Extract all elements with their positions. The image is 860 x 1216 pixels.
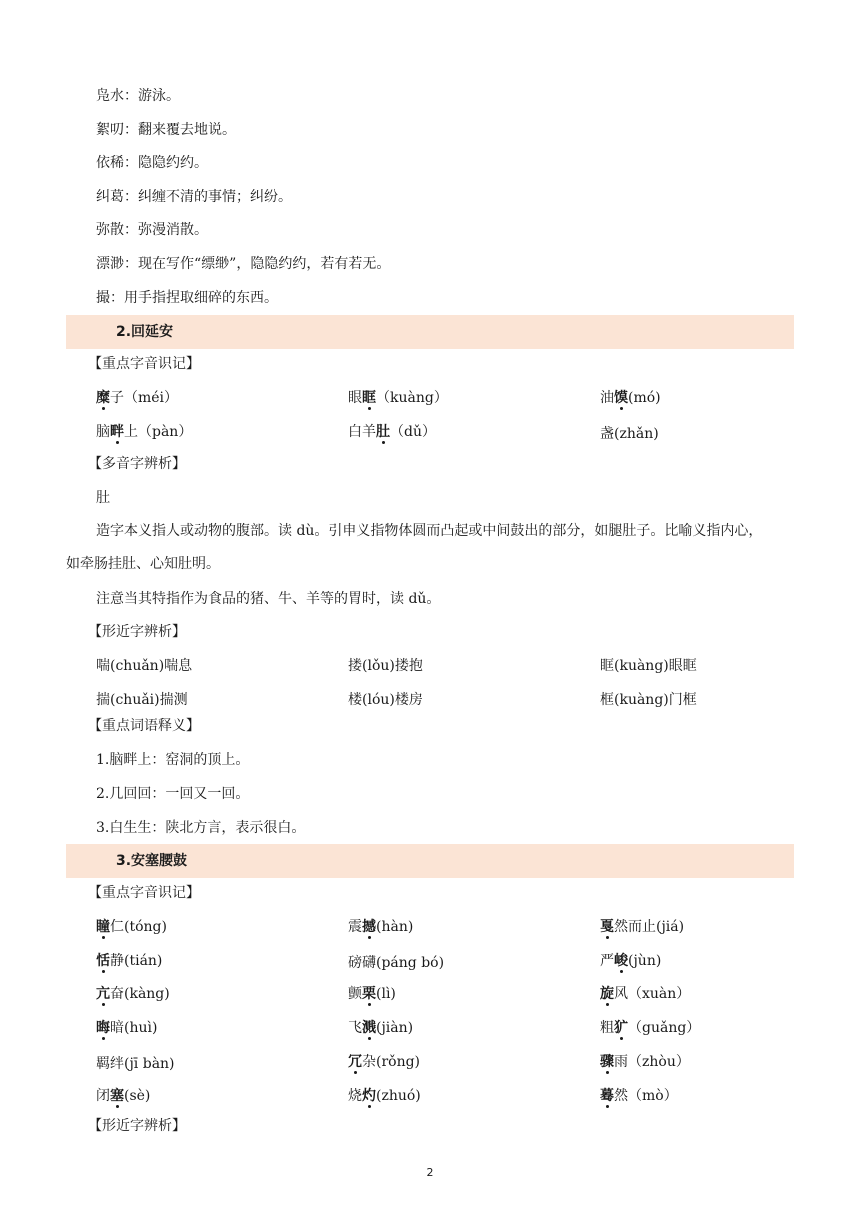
subheading-pronunciation: 【重点字音识记】 [88, 356, 200, 372]
pronunciation-item: 闭塞(sè) [96, 1088, 151, 1104]
polyphone-paragraph: 造字本义指人或动物的腹部。读 dù。引申义指物体圆而凸起或中间鼓出的部分，如腿肚子。比喻义指内心， [96, 523, 763, 539]
subheading-key-words: 【重点词语释义】 [88, 718, 200, 734]
pronunciation-item: 脑畔上（pàn） [96, 424, 193, 440]
pronunciation-item: 蓦然（mò） [600, 1088, 678, 1104]
similar-char-item: 揣(chuǎi)揣测 [96, 692, 188, 708]
similar-char-item: 眶(kuàng)眼眶 [600, 658, 697, 674]
section-title: 2.回延安 [116, 324, 174, 340]
definition-line: 弥散：弥漫消散。 [96, 222, 208, 238]
pronunciation-item: 白羊肚（dǔ） [348, 424, 436, 440]
similar-char-item: 搂(lǒu)搂抱 [348, 658, 423, 674]
similar-char-item: 楼(lóu)楼房 [348, 692, 423, 708]
pronunciation-item: 瞳仁(tóng) [96, 919, 167, 935]
pronunciation-item: 震撼(hàn) [348, 919, 414, 935]
pronunciation-item: 羁绊(jī bàn) [96, 1056, 175, 1072]
pronunciation-item: 旋风（xuàn） [600, 986, 691, 1002]
definition-line: 撮：用手指捏取细碎的东西。 [96, 290, 278, 306]
definition-line: 漂渺：现在写作“缥缈”，隐隐约约，若有若无。 [96, 256, 391, 272]
word-definition: 3.白生生：陕北方言，表示很白。 [96, 820, 306, 836]
pronunciation-item: 骤雨（zhòu） [600, 1054, 690, 1070]
pronunciation-item: 糜子（méi） [96, 390, 179, 406]
pronunciation-item: 盏(zhǎn) [600, 426, 659, 442]
page-number: 2 [426, 1166, 434, 1179]
pronunciation-item: 戛然而止(jiá) [600, 919, 685, 935]
section-title: 3.安塞腰鼓 [116, 853, 188, 869]
pronunciation-item: 晦暗(huì) [96, 1020, 158, 1036]
word-definition: 1.脑畔上：窑洞的顶上。 [96, 752, 250, 768]
pronunciation-item: 飞溅(jiàn) [348, 1020, 414, 1036]
pronunciation-item: 严峻(jùn) [600, 953, 662, 969]
polyphone-char: 肚 [96, 490, 110, 506]
pronunciation-item: 颤栗(lì) [348, 986, 396, 1002]
subheading-polyphone: 【多音字辨析】 [88, 456, 186, 472]
pronunciation-item: 粗犷（guǎng） [600, 1020, 701, 1036]
subheading-pronunciation: 【重点字音识记】 [88, 885, 200, 901]
pronunciation-item: 冗杂(rǒng) [348, 1054, 421, 1070]
subheading-similar-chars: 【形近字辨析】 [88, 1118, 186, 1134]
word-definition: 2.几回回：一回又一回。 [96, 786, 250, 802]
polyphone-note: 注意当其特指作为食品的猪、牛、羊等的胃时，读 dǔ。 [96, 591, 441, 607]
subheading-similar-chars: 【形近字辨析】 [88, 624, 186, 640]
pronunciation-item: 眼眶（kuàng） [348, 390, 448, 406]
polyphone-paragraph-cont: 如牵肠挂肚、心知肚明。 [66, 556, 220, 572]
pronunciation-item: 油馍(mó) [600, 390, 661, 406]
pronunciation-item: 烧灼(zhuó) [348, 1088, 421, 1104]
definition-line: 依稀：隐隐约约。 [96, 155, 208, 171]
similar-char-item: 框(kuàng)门框 [600, 692, 697, 708]
pronunciation-item: 磅礴(páng bó) [348, 955, 445, 971]
pronunciation-item: 恬静(tián) [96, 953, 163, 969]
similar-char-item: 喘(chuǎn)喘息 [96, 658, 193, 674]
definition-line: 絮叨：翻来覆去地说。 [96, 122, 236, 138]
definition-line: 凫水：游泳。 [96, 88, 180, 104]
section-heading-band [66, 315, 794, 349]
pronunciation-item: 亢奋(kàng) [96, 986, 170, 1002]
section-heading-band [66, 844, 794, 878]
definition-line: 纠葛：纠缠不清的事情；纠纷。 [96, 189, 292, 205]
